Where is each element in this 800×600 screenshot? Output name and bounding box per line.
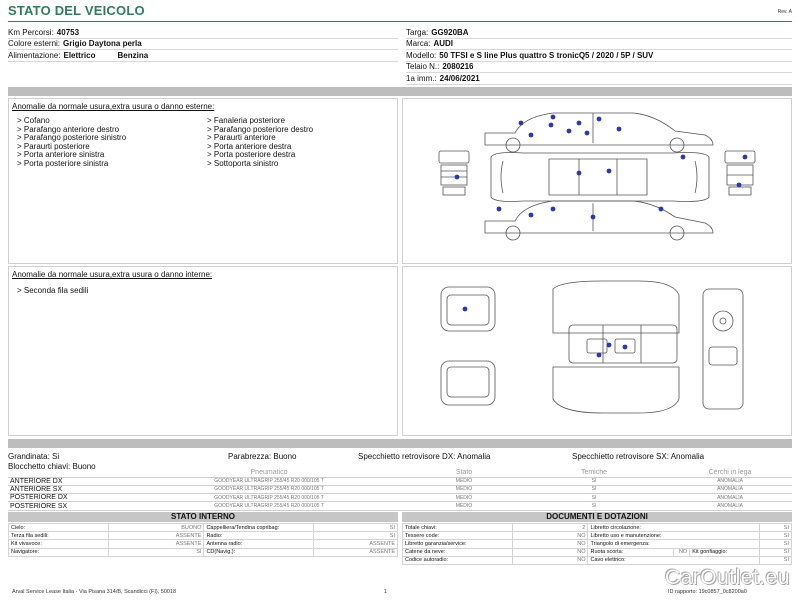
external-damage-col-2: [207, 117, 397, 168]
tyre-position: POSTERIORE DX: [8, 494, 138, 502]
tyre-model: GOODYEAR ULTRAGRIP 255/45 R20 000/105 T: [138, 502, 400, 510]
table-row: [8, 477, 792, 485]
item-value: NO: [512, 556, 588, 564]
internal-damage-panel: [8, 266, 398, 436]
damage-item: > Paraurti posteriore: [17, 141, 90, 151]
brand-label: Marca:: [406, 39, 431, 49]
tyre-thermic: SI: [528, 494, 660, 502]
plate-row: [406, 27, 792, 39]
item-value: ASSENTE: [108, 540, 204, 548]
damage-item: > Fanaleria posteriore: [207, 116, 286, 125]
table-row: [8, 485, 792, 493]
stato-interno-table: [8, 523, 398, 557]
item-label: Kit vivavoce:: [9, 540, 109, 548]
damage-item: > Porta posteriore destra: [207, 150, 296, 159]
model-value: 50 TFSI e S line Plus quattro S tronicQ5 / 2020 / 5P / SUV: [439, 50, 654, 60]
tyres-header: Temiche: [528, 468, 660, 477]
registration-value: 24/06/2021: [439, 73, 480, 83]
item-label: Ruota scorta:: [588, 548, 674, 556]
footer-page-number: 1: [384, 589, 388, 595]
internal-damage-heading: Anomalie da normale usura,extra usura o danno interne:: [12, 270, 213, 279]
grandinata-text: Grandinata: Si: [8, 451, 60, 461]
item-label: Libretto garanzia/service:: [403, 540, 513, 548]
vehicle-info-right: [406, 27, 792, 85]
tyre-rim: ANOMALIA: [668, 502, 792, 510]
item-label: Totale chiavi:: [403, 524, 513, 532]
item-value: SI: [314, 532, 398, 540]
table-row: [9, 532, 398, 540]
item-label: Catene da neve:: [403, 548, 513, 556]
table-row: [9, 540, 398, 548]
external-damage-col-1: [17, 117, 207, 168]
stato-interno-heading: STATO INTERNO: [8, 512, 398, 522]
item-label: Antenna radio:: [204, 540, 314, 548]
caroutlet-watermark: CarOutlet.eu: [664, 566, 790, 589]
section-separator-top: [8, 87, 792, 96]
damage-item: > Porta anteriore sinistra: [17, 150, 105, 159]
table-row: [9, 548, 398, 556]
item-label: Navigatore:: [9, 548, 109, 556]
tyre-position: ANTERIORE DX: [8, 477, 138, 485]
item-label: Libretto uso e manutenzione:: [588, 532, 760, 540]
table-row: [9, 524, 398, 532]
tyre-state: MEDIO: [400, 502, 528, 510]
tyres-header: [660, 468, 668, 477]
external-car-diagram: [402, 98, 792, 264]
tyre-state: MEDIO: [400, 485, 528, 493]
item-value: NO: [512, 532, 588, 540]
tyre-state: MEDIO: [400, 477, 528, 485]
item-value: NO: [512, 540, 588, 548]
damage-item: > Sottoporta sinistro: [207, 158, 279, 168]
documenti-table: [402, 523, 792, 565]
internal-car-diagram: [402, 266, 792, 436]
item-value: NO: [512, 548, 588, 556]
color-row: [8, 39, 398, 51]
tyres-header: Cerchi in lega: [668, 468, 792, 477]
chassis-row: [406, 62, 792, 74]
tyre-position: ANTERIORE SX: [8, 485, 138, 493]
brand-row: [406, 39, 792, 51]
tyres-table: [8, 468, 792, 511]
fuel-label: Alimentazione:: [8, 50, 61, 60]
item-value: SI: [760, 540, 792, 548]
parabrezza-text: Parabrezza: Buono: [228, 451, 297, 461]
section-separator-bottom: [8, 439, 792, 448]
damage-item: > Parafango posteriore destro: [207, 124, 314, 134]
item-value: ASSENTE: [108, 532, 204, 540]
car-exterior-drawing: [403, 99, 791, 263]
km-label: Km Percorsi:: [8, 27, 54, 37]
page-title: STATO DEL VEICOLO: [8, 3, 145, 18]
item-value: SI: [760, 548, 792, 556]
brand-value: AUDI: [433, 39, 454, 49]
car-interior-drawing: [403, 267, 791, 435]
tyres-header-row: [8, 468, 792, 477]
km-value: 40753: [56, 27, 80, 37]
tyres-header: Pneumatico: [138, 468, 400, 477]
specchietto-sx-text: Specchietto retrovisore SX: Anomalia: [572, 451, 705, 461]
km-row: [8, 27, 398, 39]
item-value: NO: [674, 548, 690, 556]
item-label: Libretto circolazione:: [588, 524, 760, 532]
item-label: Cappelliera/Tendina copribag:: [204, 524, 314, 532]
item-label: Triangolo di emergenza:: [588, 540, 760, 548]
table-row: [8, 494, 792, 502]
item-value: SI: [314, 524, 398, 532]
item-label: CD(Navig.):: [204, 548, 314, 556]
fuel-row: [8, 50, 398, 62]
table-row: [403, 524, 792, 532]
item-value: ASSENTE: [314, 540, 398, 548]
item-label: Codice autoradio:: [403, 556, 513, 564]
damage-item: > Parafango anteriore destro: [17, 124, 120, 134]
table-row: [403, 548, 792, 556]
item-label: Tessere code:: [403, 532, 513, 540]
item-value: SI: [760, 556, 792, 564]
tyre-model: GOODYEAR ULTRAGRIP 255/45 R20 000/105 T: [138, 494, 400, 502]
item-value: BUONO: [108, 524, 204, 532]
color-value: Grigio Daytona perla: [63, 39, 142, 49]
title-divider: [8, 21, 792, 22]
damage-item: > Porta anteriore destra: [207, 141, 292, 151]
table-row: [8, 502, 792, 510]
tyres-header: [8, 468, 138, 477]
tyres-header: Stato: [400, 468, 528, 477]
documenti-heading: DOCUMENTI E DOTAZIONI: [402, 512, 792, 522]
item-label: Cavo elettrico:: [588, 556, 760, 564]
footer-company: Arval Service Lease Italia - Via Pisana 314/B, Scandicci (FI), 50018: [12, 589, 177, 595]
chassis-label: Telaio N.:: [406, 62, 440, 72]
vehicle-info-left: [8, 27, 398, 62]
damage-item: > Paraurti anteriore: [207, 133, 276, 142]
table-row: [403, 540, 792, 548]
tyre-thermic: SI: [528, 502, 660, 510]
damage-item: > Cofano: [17, 116, 50, 125]
item-label: Kit gonfiaggio:: [690, 548, 760, 556]
revision-label: Rev. A: [777, 9, 792, 15]
item-value: SI: [760, 524, 792, 532]
specchietto-dx-text: Specchietto retrovisore DX: Anomalia: [358, 451, 491, 461]
damage-item: > Parafango posteriore sinistro: [17, 133, 127, 142]
tyre-position: POSTERIORE SX: [8, 502, 138, 510]
registration-label: 1a imm.:: [406, 73, 437, 83]
blocchetto-text: Blocchetto chiavi: Buono: [8, 461, 96, 471]
item-label: Terza fila sedili:: [9, 532, 109, 540]
damage-item: > Porta posteriore sinistra: [17, 158, 109, 168]
item-value: 2: [512, 524, 588, 532]
tyre-model: GOODYEAR ULTRAGRIP 255/45 R20 000/105 T: [138, 477, 400, 485]
color-label: Colore esterni:: [8, 39, 61, 49]
item-label: Cielo:: [9, 524, 109, 532]
tyre-rim: ANOMALIA: [668, 485, 792, 493]
fuel-value: Elettrico: [63, 50, 96, 60]
item-value: SI: [108, 548, 204, 556]
tyre-state: MEDIO: [400, 494, 528, 502]
chassis-value: 2080216: [442, 62, 474, 72]
item-label: Radio:: [204, 532, 314, 540]
plate-label: Targa:: [406, 27, 429, 37]
tyre-model: GOODYEAR ULTRAGRIP 255/45 R20 000/105 T: [138, 485, 400, 493]
tyre-rim: ANOMALIA: [668, 477, 792, 485]
tyre-thermic: SI: [528, 477, 660, 485]
tyre-rim: ANOMALIA: [668, 494, 792, 502]
table-row: [403, 556, 792, 564]
item-value: SI: [760, 532, 792, 540]
tyre-thermic: SI: [528, 485, 660, 493]
registration-row: [406, 73, 792, 85]
model-label: Modello:: [406, 50, 437, 60]
fuel-value-secondary: Benzina: [117, 50, 149, 60]
table-row: [403, 532, 792, 540]
external-damage-heading: Anomalie da normale usura,extra usura o danno esterne:: [12, 102, 215, 111]
footer-report-code: ID rapporto: 19c0857_0c8200a0: [668, 589, 747, 595]
external-damage-panel: [8, 98, 398, 264]
internal-damage-item: > Seconda fila sedili: [17, 286, 89, 295]
model-row: [406, 50, 792, 62]
item-value: ASSENTE: [314, 548, 398, 556]
plate-value: GG920BA: [431, 27, 469, 37]
